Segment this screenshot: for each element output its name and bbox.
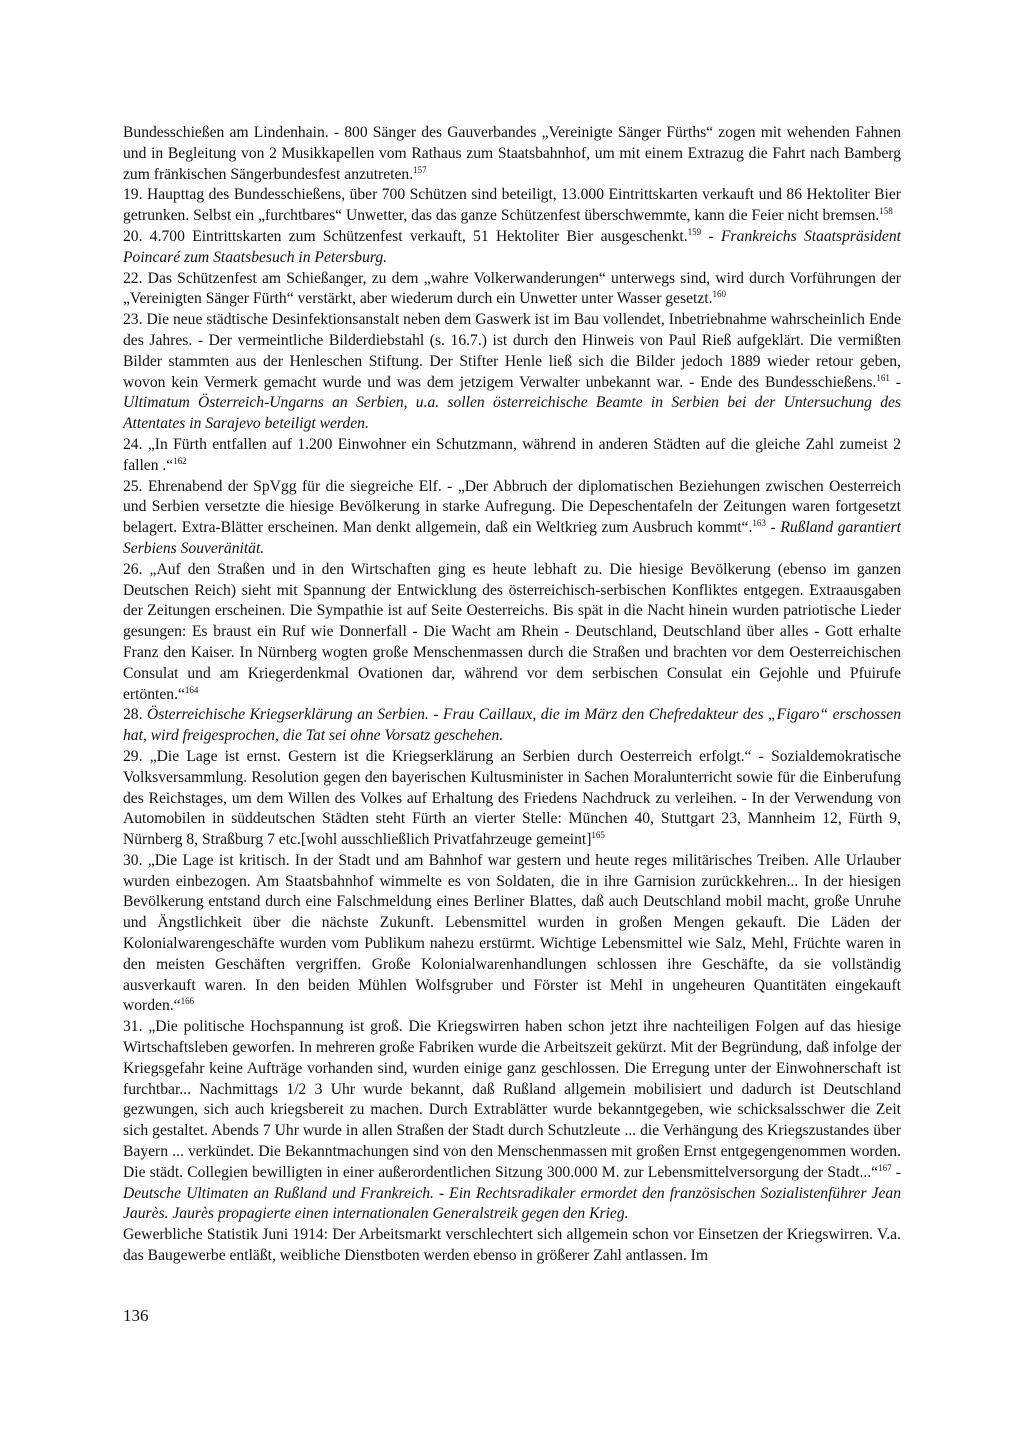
footnote-ref: 157 [413,164,427,175]
paragraph [123,123,901,185]
paragraph [123,477,901,560]
footnote-ref: 161 [876,372,890,383]
paragraph [123,747,901,851]
text-run: 23. Die neue städtische Desinfektionsanstalt neben dem Gaswerk ist im Bau vollendet, Inbetriebnahme wahrscheinlich Ende des Jahres. - Der vermeintliche Bilderdiebstahl (s. 16.7.) ist durch den Hinweis von Paul Rieß aufgeklärt. Die vermißten Bilder stammten aus der Henleschen Stiftung. Der Stifter Henle ließ sich die Bilder jedoch 1889 wieder retour geben, wovon kein Vermerk gemacht wurde und was dem jetzigem Verwalter unbekannt war. - Ende des Bundesschießens. [123,311,901,391]
footnote-ref: 160 [712,289,727,300]
text-run: 19. Haupttag des Bundesschießens, über 700 Schützen sind beteiligt, 13.000 Eintrittskarten verkauft und 86 Hektoliter Bier getrunken. Selbst ein „furchtbares“ Unwetter, das das ganze Schützenfest überschwemmte, kann die Feier nicht bremsen. [123,186,901,225]
text-run: - [765,519,781,537]
text-run: 31. „Die politische Hochspannung ist groß. Die Kriegswirren haben schon jetzt ihre nachteiligen Folgen auf das hiesige Wirtschaftsleben geworfen. In mehreren große Fabriken wurde die Arbeitszeit gekürzt. Mit der Begründung, daß infolge der Kriegsgefahr keine Aufträge vorhanden sind, wurden einige ganz geschlossen. Die Erregung unter der Einwohnerschaft ist furchtbar... Nachmittags 1/2 3 Uhr wurde bekannt, daß Rußland allgemein mobilisiert und dadurch ist Deutschland gezwungen, sich auch kriegsbereit zu machen. Durch Extrablätter wurde bekanntgegeben, wie schicksalsschwer die Zeit sich gestaltet. Abends 7 Uhr wurde in allen Straßen der Stadt durch Schutzleute ... die Verhängung des Kriegszustandes über Bayern ... verkündet. Die Bekanntmachungen sind von den Menschenmassen mit großen Ernst entgegengenommen worden. Die städt. Collegien bewilligten in einer außerordentlichen Sitzung 300.000 M. zur Lebensmittelversorgung der Stadt...“ [123,1018,901,1181]
paragraph [123,1017,901,1225]
italic-event-note: Österreichische Kriegserklärung an Serbien. - Frau Caillaux, die im März den Chefredakteur des „Figaro“ erschossen hat, wird freigesprochen, die Tat sei ohne Vorsatz geschehen. [123,706,902,745]
text-run: 29. „Die Lage ist ernst. Gestern ist die Kriegserklärung an Serbien durch Oesterreich erfolgt.“ - Sozialdemokratische Volksversammlung. Resolution gegen den bayerischen Kultusminister in Sachen Moralunterricht sowie für die Einberufung des Reichstages, um dem Willen des Volkes auf Erhaltung des Friedens Nachdruck zu verleihen. - In der Verwendung von Automobilen in süddeutschen Städten steht Fürth an vierter Stelle: München 40, Stuttgart 23, Mannheim 12, Fürth 9, Nürnberg 8, Straßburg 7 etc.[wohl ausschließlich Privatfahrzeuge gemeint] [123,747,901,849]
footnote-ref: 166 [180,996,195,1007]
text-run: Bundesschießen am Lindenhain. - 800 Sänger des Gauverbandes „Vereinigte Sänger Fürths“ zogen mit wehenden Fahnen und in Begleitung von 2 Musikkapellen vom Rathaus zum Staatsbahnhof, um mit einem Extrazug die Fahrt nach Bamberg zum fränkischen Sängerbundesfest anzutreten. [123,124,901,183]
paragraph [123,1225,901,1267]
text-run: 24. „In Fürth entfallen auf 1.200 Einwohner ein Schutzmann, während in anderen Städten auf die gleiche Zahl zumeist 2 fallen .“ [123,435,901,474]
footnote-ref: 167 [878,1162,892,1173]
text-run: - [891,1163,901,1181]
text-run: 20. 4.700 Eintrittskarten zum Schützenfest verkauft, 51 Hektoliter Bier ausgeschenkt. [123,227,688,245]
footnote-ref: 164 [184,684,199,695]
italic-event-note: Rußland garantiert Serbiens Souveränität. [123,519,902,557]
document-body [123,123,901,1267]
text-run: - [889,373,901,391]
footnote-ref: 163 [752,518,766,529]
paragraph [123,560,901,706]
paragraph [123,851,901,1017]
footnote-ref: 162 [173,455,187,466]
italic-event-note: Deutsche Ultimaten an Rußland und Frankreich. - Ein Rechtsradikaler ermordet den französischen Sozialistenführer Jean Jaurès. Jaurès propagierte einen internationalen Generalstreik gegen den Krieg. [123,1184,901,1223]
text-run: 25. Ehrenabend der SpVgg für die siegreiche Elf. - „Der Abbruch der diplomatischen Beziehungen zwischen Oesterreich und Serbien versetzte die hiesige Bevölkerung in starke Aufregung. Die Depeschentafeln der Zeitungen waren fortgesetzt belagert. Extra-Blätter erscheinen. Man denkt allgemein, daß ein Weltkrieg zum Ausbruch kommt“. [123,477,901,537]
entry-date: 28. [123,706,147,724]
text-run: 30. „Die Lage ist kritisch. In der Stadt und am Bahnhof war gestern und heute reges militärisches Treiben. Alle Urlauber wurden einbezogen. Am Staatsbahnhof wimmelte es von Soldaten, die in ihre Garnision zurückkehren... In der hiesigen Bevölkerung entstand durch eine Falschmeldung eines Berliner Blattes, daß auch Deutschland mobil macht, große Unruhe und Ängstlichkeit über die nächste Zukunft. Lebensmittel wurden in großen Mengen gekauft. Die Läden der Kolonialwarengeschäfte wurden vom Publikum nahezu erstürmt. Wichtige Lebensmittel wie Salz, Mehl, Früchte waren in den meisten Geschäften vergriffen. Große Kolonialwarenhandlungen schlossen ihre Geschäfte, da sie vollständig ausverkauft waren. In den beiden Mühlen Wolfsgruber und Förster ist Mehl in ungeheuren Quantitäten eingekauft worden.“ [123,851,901,1015]
paragraph [123,269,901,311]
text-run: 26. „Auf den Straßen und in den Wirtschaften ging es heute lebhaft zu. Die hiesige Bevölkerung (ebenso im ganzen Deutschen Reich) sieht mit Spannung der Entwicklung des österreichisch-serbischen Konfliktes entgegen. Extraausgaben der Zeitungen erscheinen. Die Sympathie ist auf Seite Oesterreichs. Bis spät in die Nacht hinein wurden patriotische Lieder gesungen: Es braust ein Ruf wie Donnerfall - Die Wacht am Rhein - Deutschland, Deutschland über alles - Gott erhalte Franz den Kaiser. In Nürnberg wogten große Menschenmassen durch die Straßen und brachten vor dem Oesterreichischen Consulat und am Kriegerdenkmal Ovationen dar, während vor dem serbischen Consulat ein Gejohle und Pfuirufe ertönten.“ [123,560,901,703]
italic-event-note: Frankreichs Staatspräsident Poincaré zum Staatsbesuch in Petersburg. [123,227,901,266]
footnote-ref: 158 [879,206,893,217]
paragraph [123,705,901,747]
text-run: - [701,227,721,245]
footnote-ref: 165 [591,830,605,841]
footnote-ref: 159 [687,226,702,237]
text-run: Gewerbliche Statistik Juni 1914: Der Arbeitsmarkt verschlechtert sich allgemein schon vor Einsetzen der Kriegswirren. V.a. das Baugewerbe entläßt, weibliche Dienstboten werden ebenso in größerer Zahl antlassen. Im [123,1226,901,1265]
paragraph [123,310,901,435]
paragraph [123,185,901,227]
paragraph [123,227,901,269]
page-number: 136 [123,1306,149,1325]
text-run: 22. Das Schützenfest am Schießanger, zu dem „wahre Volkerwanderungen“ unterwegs sind, wird durch Vorführungen der „Vereinigten Sänger Fürth“ verstärkt, aber wiederum durch ein Unwetter unter Wasser gesetzt. [123,269,901,308]
italic-event-note: Ultimatum Österreich-Ungarns an Serbien, u.a. sollen österreichische Beamte in Serbien bei der Untersuchung des Attentates in Sarajevo beteiligt werden. [123,394,901,433]
paragraph [123,435,901,477]
